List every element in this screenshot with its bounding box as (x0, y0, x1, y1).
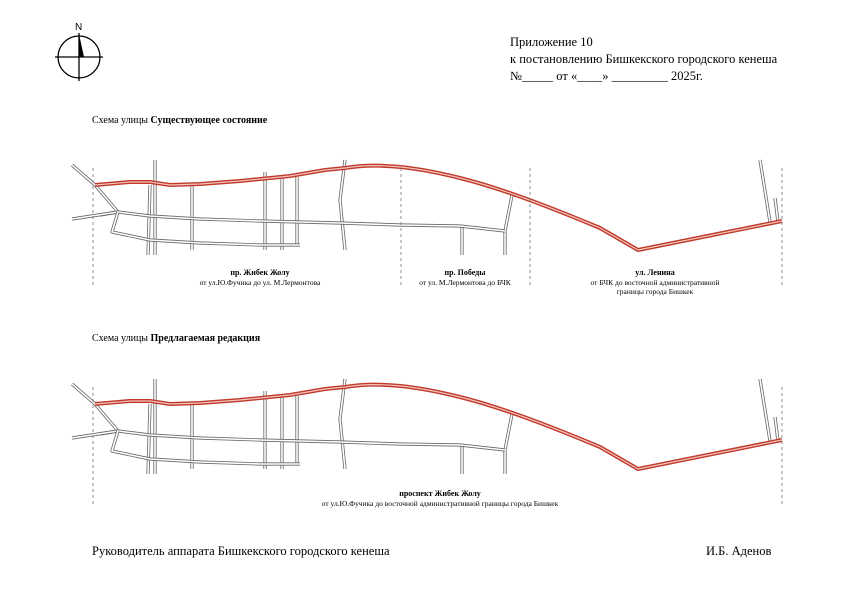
compass-north-label: N (75, 22, 83, 33)
lower-street-south-outer (112, 212, 300, 245)
resolution-reference: к постановлению Бишкекского городского кенеша (510, 52, 778, 66)
segment-label-pobedy: пр. Победы от ул. М.Лермонтова до БЧК (419, 268, 511, 287)
lower-street-inner (72, 212, 505, 231)
footer-signatory-name: И.Б. Аденов (706, 544, 772, 558)
resolution-number-date: №_____ от «____» _________ 2025г. (510, 69, 703, 83)
scheme-title-existing: Схема улицы Существующее состояние (92, 115, 268, 126)
street-scheme-proposed (72, 379, 782, 507)
segment-label-lenina: ул. Ленина от БЧК до восточной административной границы города Бишкек (590, 268, 720, 296)
segment-label-zhibek-zholu: пр. Жибек Жолу от ул.Ю.Фучика до ул. М.Лермонтова (199, 268, 321, 287)
appendix-number: Приложение 10 (510, 35, 593, 49)
document-header (510, 34, 777, 85)
side-street-10-inner (760, 379, 770, 441)
lower-street-south-outer (112, 431, 300, 464)
diagonal-street-inner (72, 165, 118, 212)
footer-position-title: Руководитель аппарата Бишкекского городского кенеша (92, 544, 390, 558)
scheme-title-proposed-bold: Предлагаемая редакция (150, 333, 261, 344)
highlighted-street-outer (95, 166, 782, 250)
scheme-title-existing-bold: Существующее состояние (150, 115, 268, 126)
highlighted-street-outer (95, 385, 782, 469)
segment-label-prospekt-zhibek-zholu: проспект Жибек Жолу от ул.Ю.Фучика до восточной административной границы города Бишкек (321, 489, 559, 508)
diagonal-street-inner (72, 384, 118, 431)
side-street-10-inner (760, 160, 770, 222)
scheme-title-proposed: Схема улицы Предлагаемая редакция (92, 333, 261, 344)
lower-street-south-inner (112, 431, 300, 464)
highlighted-street-inner (95, 166, 782, 250)
lower-street-inner (72, 431, 505, 450)
compass-rose-icon (55, 33, 103, 81)
lower-street-south-inner (112, 212, 300, 245)
highlighted-street-inner (95, 385, 782, 469)
